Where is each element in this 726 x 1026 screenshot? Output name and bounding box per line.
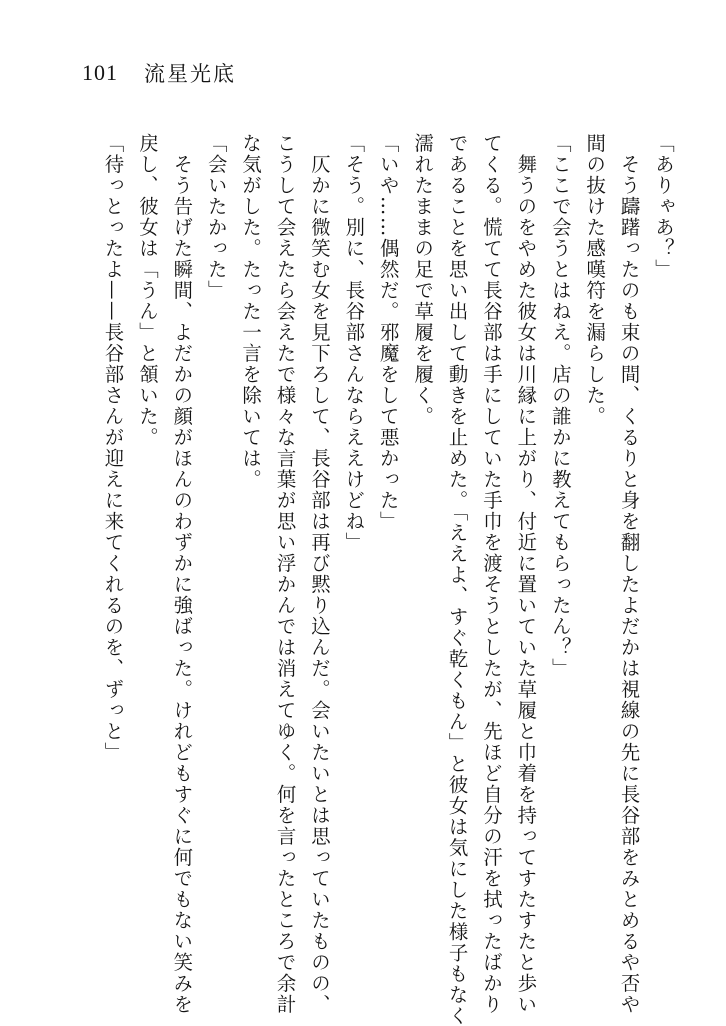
text-line: こうして会えたら会えたで様々な言葉が思い浮かんでは消えてゆく。何を言ったところで余計 [273, 133, 297, 1015]
text-line: 「ありゃあ？」 [652, 133, 675, 280]
text-line: そう躊躇ったのも束の間、くるりと身を翻したよだかは視線の先に長谷部をみとめるや否や [617, 133, 641, 1015]
text-line: な気がした。たった一言を除いては。 [239, 133, 263, 490]
page-number: 101 [82, 60, 118, 85]
text-line: てくる。慌てて長谷部は手にしていた手巾を渡そうとしたが、先ほど自分の汗を拭ったばかり [479, 133, 503, 1015]
text-line: 「そう。別に、長谷部さんならええけどね」 [342, 133, 366, 553]
text-line: 間の抜けた感嘆符を漏らした。 [583, 133, 607, 427]
text-line: 「会いたかった」 [204, 133, 228, 301]
text-line: 仄かに微笑む女を見下ろして、長谷部は再び黙り込んだ。会いたいとは思っていたものの、 [307, 133, 331, 1015]
text-line: 「ここで会うとはねえ。店の誰かに教えてもらったん？」 [548, 133, 572, 679]
text-line: 舞うのをやめた彼女は川縁に上がり、付近に置いていた草履と巾着を持ってすたすたと歩い [514, 133, 538, 1015]
text-line: であることを思い出して動きを止めた。「ええよ、すぐ乾くもん」と彼女は気にした様子もなく [445, 133, 469, 1026]
text-line: 濡れたままの足で草履を履く。 [411, 133, 435, 427]
running-header [82, 57, 236, 89]
text-line: 戻し、彼女は「うん」と頷いた。 [135, 133, 159, 448]
vertical-text-body [44, 133, 680, 1026]
text-line: 「待っとったよ——長谷部さんが迎えに来てくれるのを、ずっと」 [101, 133, 125, 763]
text-line: そう告げた瞬間、よだかの顔がほんのわずかに強ばった。けれどもすぐに何でもない笑みを [170, 133, 194, 1015]
text-line: 「いや……偶然だ。邪魔をして悪かった」 [376, 133, 400, 532]
book-title: 流星光底 [144, 62, 236, 86]
